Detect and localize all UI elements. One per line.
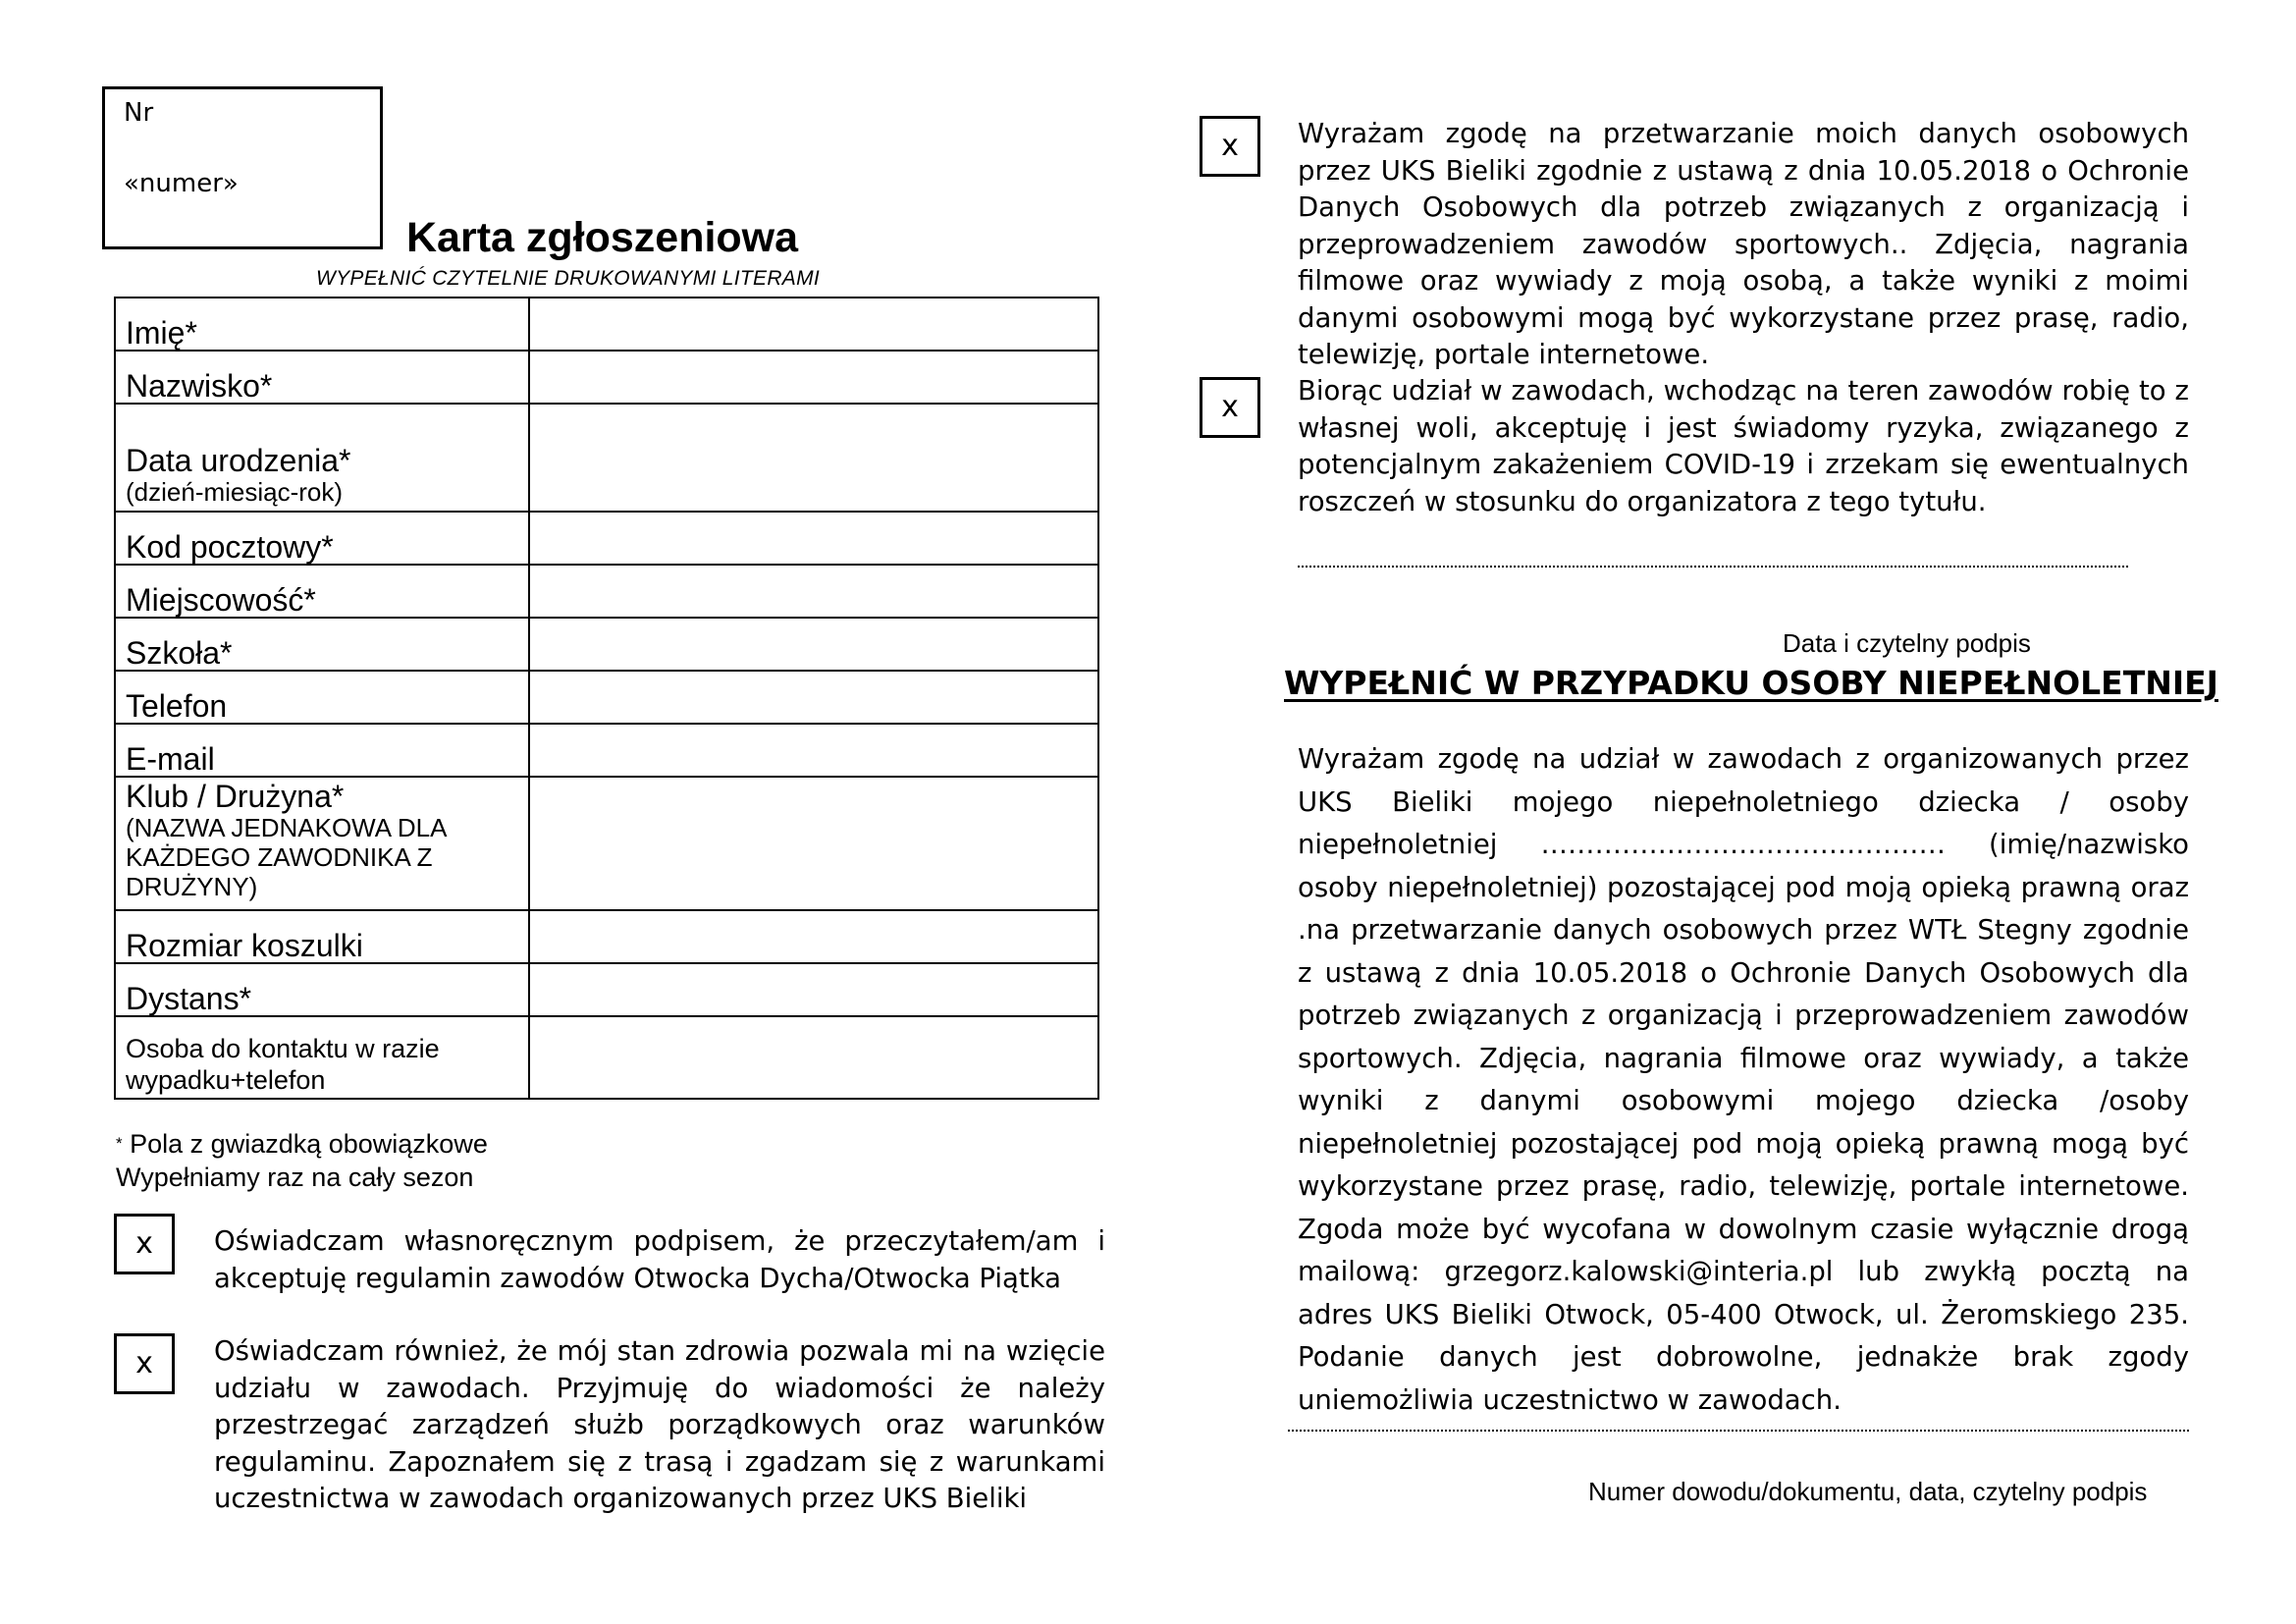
table-row (115, 1016, 1098, 1099)
field-input-postal-code[interactable] (529, 512, 1098, 565)
field-label: Nazwisko* (115, 351, 529, 404)
table-row (115, 724, 1098, 777)
season-note: Wypełniamy raz na cały sezon (116, 1163, 474, 1192)
field-input-first-name[interactable] (529, 298, 1098, 351)
field-input-city[interactable] (529, 565, 1098, 618)
field-label: Klub / Drużyna* (NAZWA JEDNAKOWA DLA KAŻDEGO ZAWODNIKA Z DRUŻYNY) (115, 777, 529, 910)
table-row (115, 777, 1098, 910)
form-title: Karta zgłoszeniowa (406, 214, 799, 261)
covid-checkbox[interactable]: x (1200, 377, 1260, 438)
guardian-signature-label: Numer dowodu/dokumentu, data, czytelny podpis (1588, 1477, 2148, 1506)
field-input-shirt-size[interactable] (529, 910, 1098, 963)
table-row (115, 671, 1098, 724)
registration-table (114, 297, 1099, 1100)
field-input-last-name[interactable] (529, 351, 1098, 404)
table-row (115, 618, 1098, 671)
regulamin-checkbox[interactable]: x (114, 1214, 175, 1274)
regulamin-statement: Oświadczam własnoręcznym podpisem, że przeczytałem/am i akceptuję regulamin zawodów Otwocka Dycha/Otwocka Piątka (214, 1225, 1105, 1294)
table-row (115, 910, 1098, 963)
minor-section-heading: WYPEŁNIĆ W PRZYPADKU OSOBY NIEPEŁNOLETNIEJ (1284, 664, 2218, 702)
field-input-phone[interactable] (529, 671, 1098, 724)
table-row (115, 512, 1098, 565)
required-note: * Pola z gwiazdką obowiązkowe (116, 1129, 488, 1159)
table-row (115, 351, 1098, 404)
field-label: Osoba do kontaktu w razie wypadku+telefon (115, 1016, 529, 1099)
number-value: «numer» (124, 169, 239, 198)
field-label: Telefon (115, 671, 529, 724)
table-row (115, 565, 1098, 618)
field-input-birth-date[interactable] (529, 404, 1098, 512)
signature-line[interactable] (1298, 566, 2128, 568)
field-input-school[interactable] (529, 618, 1098, 671)
field-label: Szkoła* (115, 618, 529, 671)
field-label: Kod pocztowy* (115, 512, 529, 565)
field-input-emergency-contact[interactable] (529, 1016, 1098, 1099)
field-hint: (NAZWA JEDNAKOWA DLA KAŻDEGO ZAWODNIKA Z DRUŻYNY) (126, 813, 447, 901)
data-processing-statement: Wyrażam zgodę na przetwarzanie moich danych osobowych przez UKS Bieliki zgodnie z ustawą z dnia 10.05.2018 o Ochronie Danych Osobowych dla potrzeb związanych z organizacją i przeprowadzeniem zawodów sportowych.. Zdjęcia, nagrania filmowe oraz wywiady z moją osobą, a także wyniki z moimi danymi osobowymi mogą być wykorzystane przez prasę, radio, telewizję, portale internetowe. (1298, 118, 2189, 370)
field-label: Miejscowość* (115, 565, 529, 618)
field-label: E-mail (115, 724, 529, 777)
form-subtitle: WYPEŁNIĆ CZYTELNIE DRUKOWANYMI LITERAMI (316, 267, 821, 290)
minor-consent-text: Wyrażam zgodę na udział w zawodach z organizowanych przez UKS Bieliki mojego niepełnoletniego dziecka / osoby niepełnoletniej ……………………………………… (imię/nazwisko osoby niepełnoletniej) pozostającej pod moją opieką prawną oraz .na przetwarzanie danych osobowych przez WTŁ Stegny zgodnie z ustawą z dnia 10.05.2018 o Ochronie Danych Osobowych dla potrzeb związanych z organizacją i przeprowadzeniem zawodów sportowych. Zdjęcia, nagrania filmowe oraz wywiady, a także wyniki z danymi osobowymi mojego dziecka /osoby niepełnoletniej pozostającej pod moją opieką prawną mogą być wykorzystane przez prasę, radio, telewizję, portale internetowe. Zgoda może być wycofana w dowolnym czasie wyłącznie drogą mailową: grzegorz.kalowski@interia.pl lub zwykłą pocztą na adres UKS Bieliki Otwock, 05-400 Otwock, ul. Żeromskiego 235. Podanie danych jest dobrowolne, jednakże brak zgody uniemożliwia uczestnictwo w zawodach. (1298, 743, 2189, 1416)
field-label: Rozmiar koszulki (115, 910, 529, 963)
field-input-email[interactable] (529, 724, 1098, 777)
field-label: Data urodzenia* (dzień-miesiąc-rok) (115, 404, 529, 512)
table-row (115, 298, 1098, 351)
guardian-signature-line[interactable] (1288, 1430, 2189, 1432)
signature-label: Data i czytelny podpis (1783, 628, 2031, 658)
field-label: Imię* (115, 298, 529, 351)
covid-statement: Biorąc udział w zawodach, wchodząc na teren zawodów robię to z własnej woli, akceptuję i jest świadomy ryzyka, związanego z potencjalnym zakażeniem COVID-19 i zrzekam się ewentualnych roszczeń w stosunku do organizatora z tego tytułu. (1298, 375, 2189, 517)
health-statement: Oświadczam również, że mój stan zdrowia pozwala mi na wzięcie udziału w zawodach. Przyjmuję do wiadomości że należy przestrzegać zarządzeń służb porządkowych oraz warunków regulaminu. Zapoznałem się z trasą i zgadzam się z warunkami uczestnictwa w zawodach organizowanych przez UKS Bieliki (214, 1335, 1105, 1514)
number-label: Nr (124, 98, 154, 128)
field-hint: (dzień-miesiąc-rok) (126, 477, 344, 507)
field-input-club[interactable] (529, 777, 1098, 910)
data-processing-checkbox[interactable]: x (1200, 116, 1260, 177)
field-label: Dystans* (115, 963, 529, 1016)
health-checkbox[interactable]: x (114, 1333, 175, 1394)
table-row (115, 963, 1098, 1016)
table-row (115, 404, 1098, 512)
field-input-distance[interactable] (529, 963, 1098, 1016)
